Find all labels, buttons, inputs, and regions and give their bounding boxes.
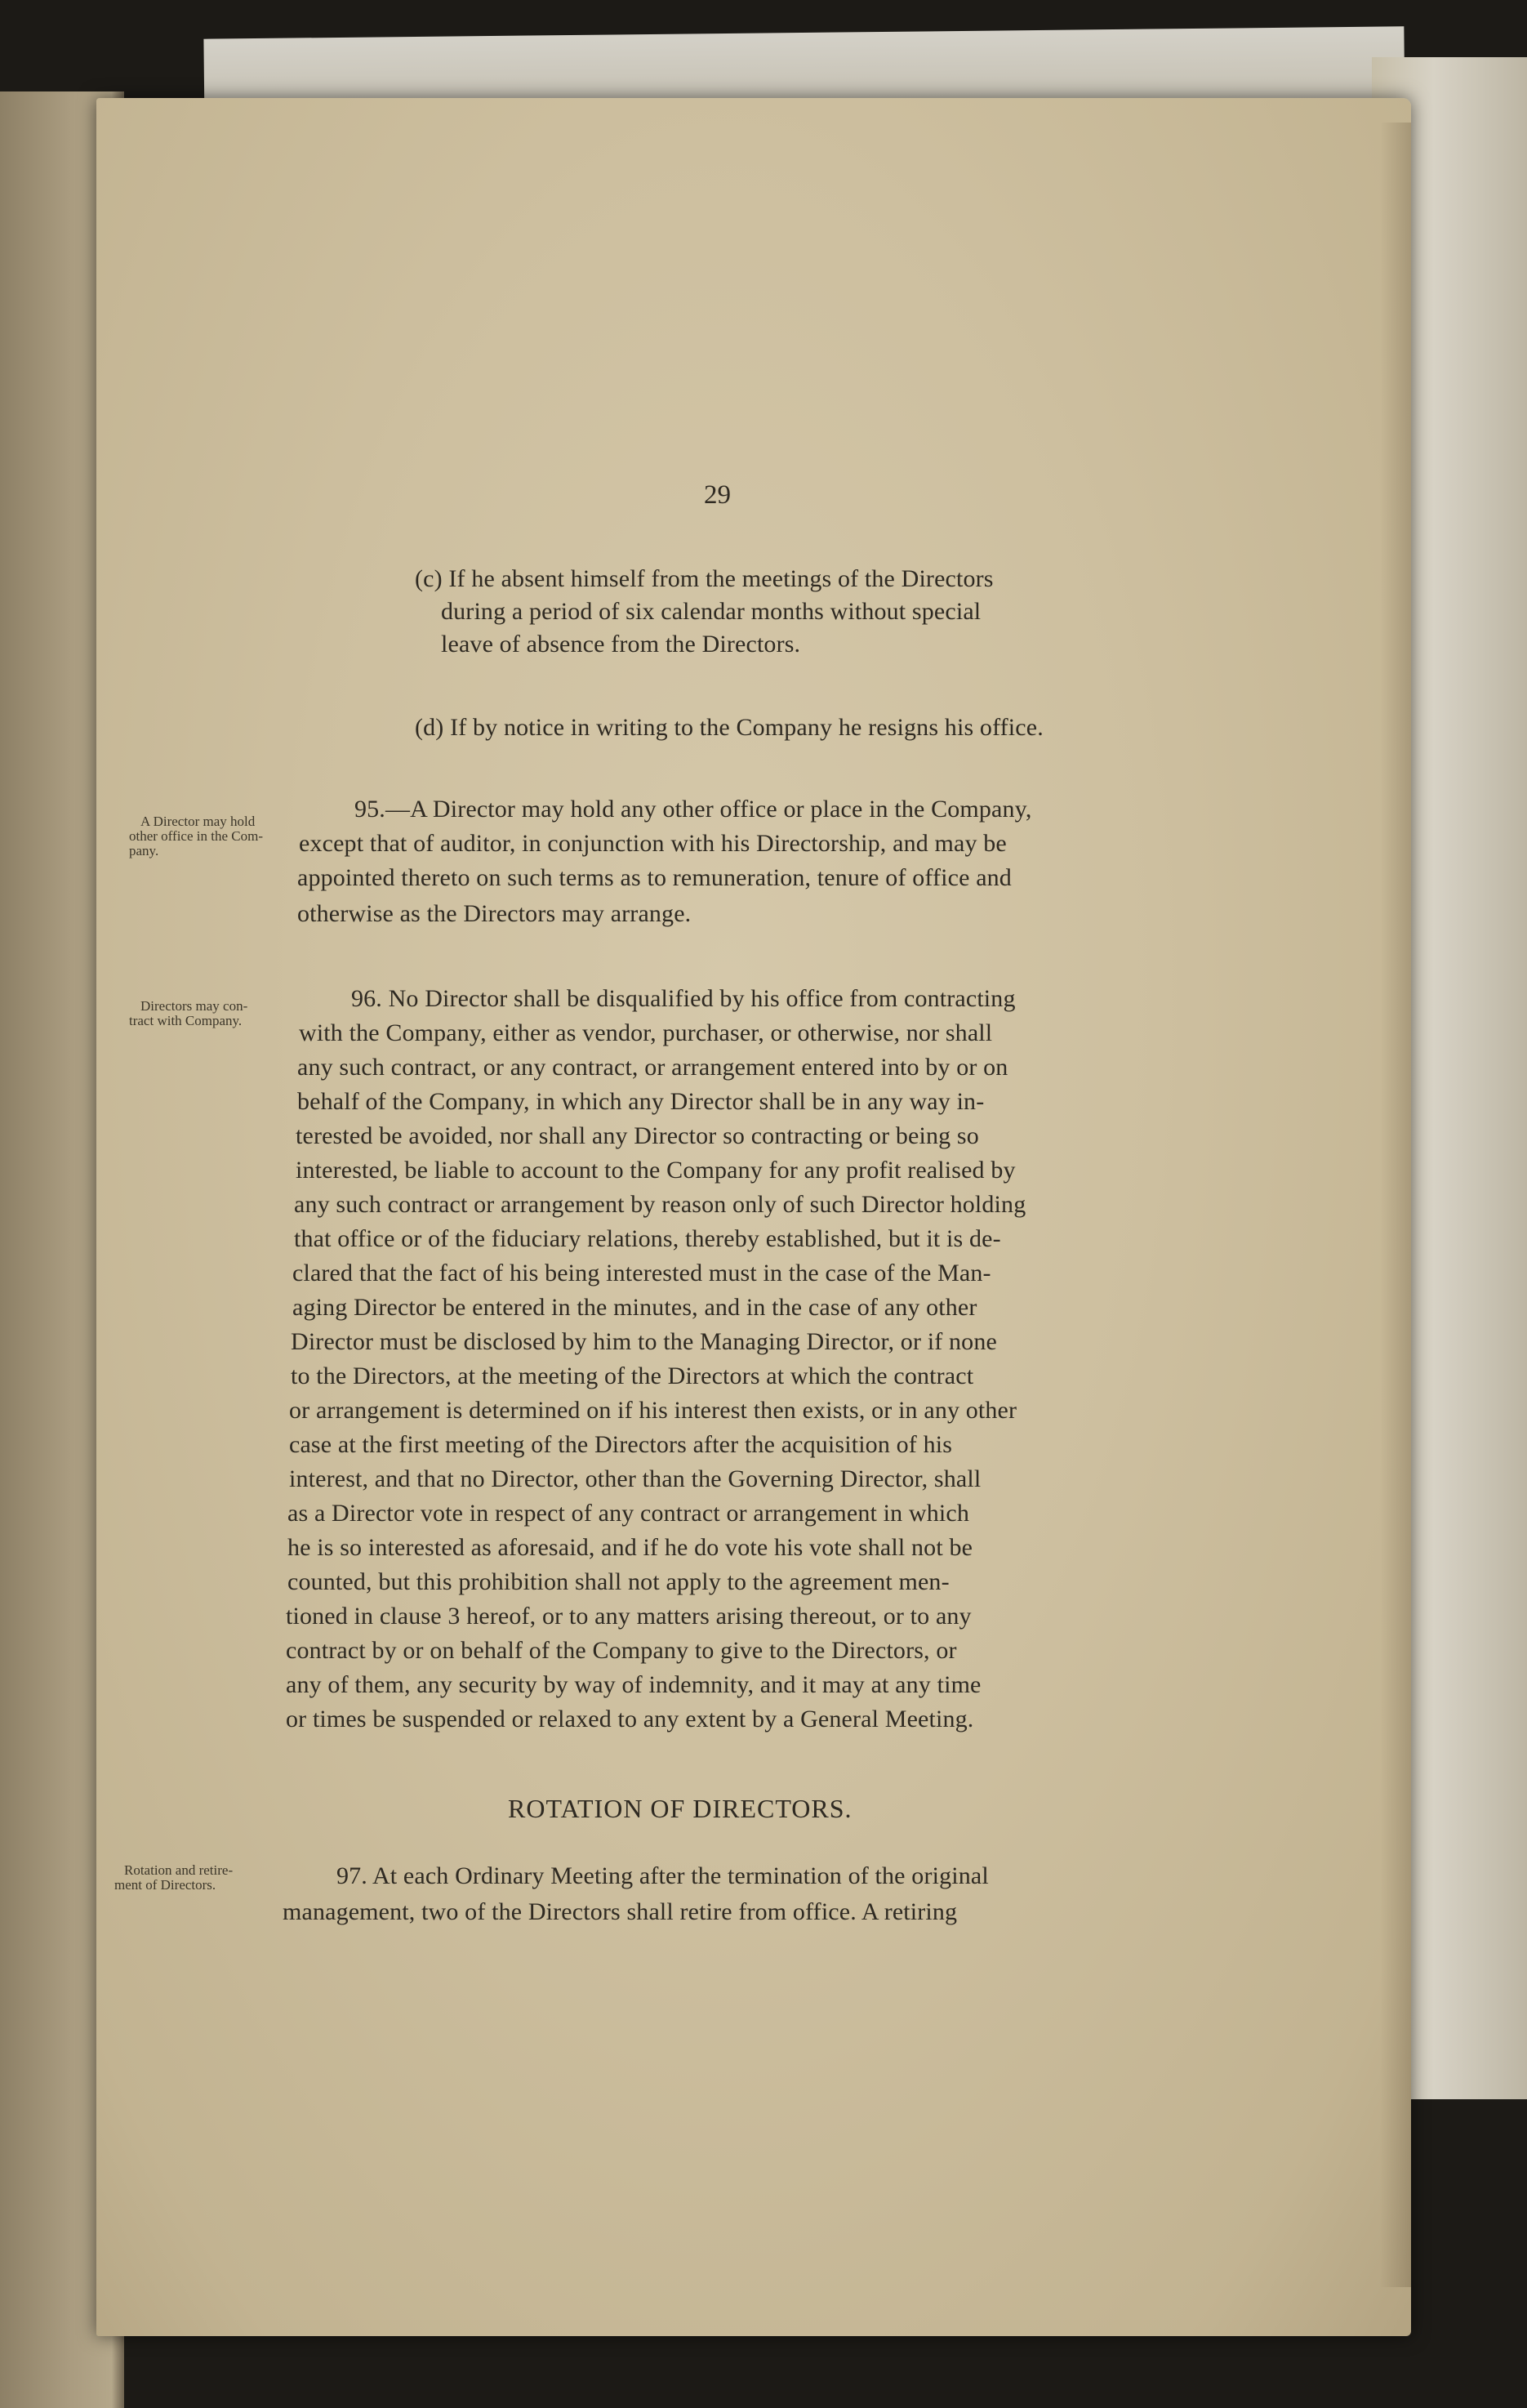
- section-95-line-3: appointed thereto on such terms as to remuneration, tenure of office and: [297, 864, 1012, 891]
- margin-note-97-line-1: Rotation and retire-: [124, 1862, 234, 1878]
- page-edge-shadow: [1380, 123, 1411, 2287]
- section-97-line-2: management, two of the Directors shall retire from office. A retiring: [283, 1898, 958, 1925]
- section-96-line-14: case at the first meeting of the Directors after the acquisition of his: [289, 1431, 953, 1458]
- margin-note-96-line-1: Directors may con-: [140, 998, 248, 1014]
- section-96-line-22: or times be suspended or relaxed to any extent by a General Meeting.: [286, 1706, 974, 1732]
- section-96-line-18: counted, but this prohibition shall not apply to the agreement men-: [287, 1568, 950, 1595]
- section-96-line-17: he is so interested as aforesaid, and if he do vote his vote shall not be: [287, 1534, 973, 1561]
- section-97-line-1: 97. At each Ordinary Meeting after the termination of the original: [336, 1862, 989, 1889]
- margin-note-95-line-2: other office in the Com-: [129, 828, 263, 844]
- section-95-line-2: except that of auditor, in conjunction with his Directorship, and may be: [299, 830, 1007, 857]
- section-96-line-12: to the Directors, at the meeting of the Directors at which the contract: [291, 1362, 974, 1389]
- section-heading: ROTATION OF DIRECTORS.: [508, 1794, 853, 1823]
- section-96-line-21: any of them, any security by way of indemnity, and it may at any time: [286, 1671, 982, 1698]
- section-96-line-1: 96. No Director shall be disqualified by his office from contracting: [351, 985, 1016, 1012]
- section-96-line-8: that office or of the fiduciary relations, thereby established, but it is de-: [294, 1225, 1001, 1252]
- section-96-line-16: as a Director vote in respect of any contract or arrangement in which: [287, 1500, 969, 1527]
- section-96-line-5: terested be avoided, nor shall any Director so contracting or being so: [296, 1122, 979, 1149]
- section-96-line-11: Director must be disclosed by him to the Managing Director, or if none: [291, 1328, 997, 1355]
- section-96-line-9: clared that the fact of his being interested must in the case of the Man-: [292, 1260, 991, 1286]
- clause-d-line: (d) If by notice in writing to the Company he resigns his office.: [415, 714, 1044, 741]
- section-96-line-20: contract by or on behalf of the Company to give to the Directors, or: [286, 1637, 957, 1664]
- section-96-line-2: with the Company, either as vendor, purchaser, or otherwise, nor shall: [299, 1019, 993, 1046]
- page-number: 29: [704, 480, 731, 510]
- section-95-line-1: 95.—A Director may hold any other office or place in the Company,: [354, 796, 1032, 823]
- margin-note-95-line-3: pany.: [129, 843, 159, 858]
- section-96-line-15: interest, and that no Director, other than the Governing Director, shall: [289, 1465, 982, 1492]
- section-96-line-13: or arrangement is determined on if his interest then exists, or in any other: [289, 1397, 1017, 1424]
- section-96-line-6: interested, be liable to account to the Company for any profit realised by: [296, 1157, 1016, 1184]
- section-96-line-7: any such contract or arrangement by reason only of such Director holding: [294, 1191, 1026, 1218]
- clause-c-line-2: during a period of six calendar months without special: [441, 598, 982, 625]
- margin-note-96-line-2: tract with Company.: [129, 1013, 243, 1028]
- section-96-line-3: any such contract, or any contract, or arrangement entered into by or on: [297, 1054, 1008, 1081]
- margin-note-97-line-2: ment of Directors.: [114, 1877, 216, 1893]
- section-96-line-4: behalf of the Company, in which any Director shall be in any way in-: [297, 1088, 985, 1115]
- clause-c-line-3: leave of absence from the Directors.: [441, 631, 801, 658]
- section-96-line-10: aging Director be entered in the minutes, and in the case of any other: [292, 1294, 977, 1321]
- margin-note-95-line-1: A Director may hold: [140, 814, 256, 829]
- section-96-line-19: tioned in clause 3 hereof, or to any matters arising thereout, or to any: [286, 1603, 972, 1630]
- clause-c-line-1: (c) If he absent himself from the meetings of the Directors: [415, 565, 994, 592]
- section-95-line-4: otherwise as the Directors may arrange.: [297, 900, 692, 927]
